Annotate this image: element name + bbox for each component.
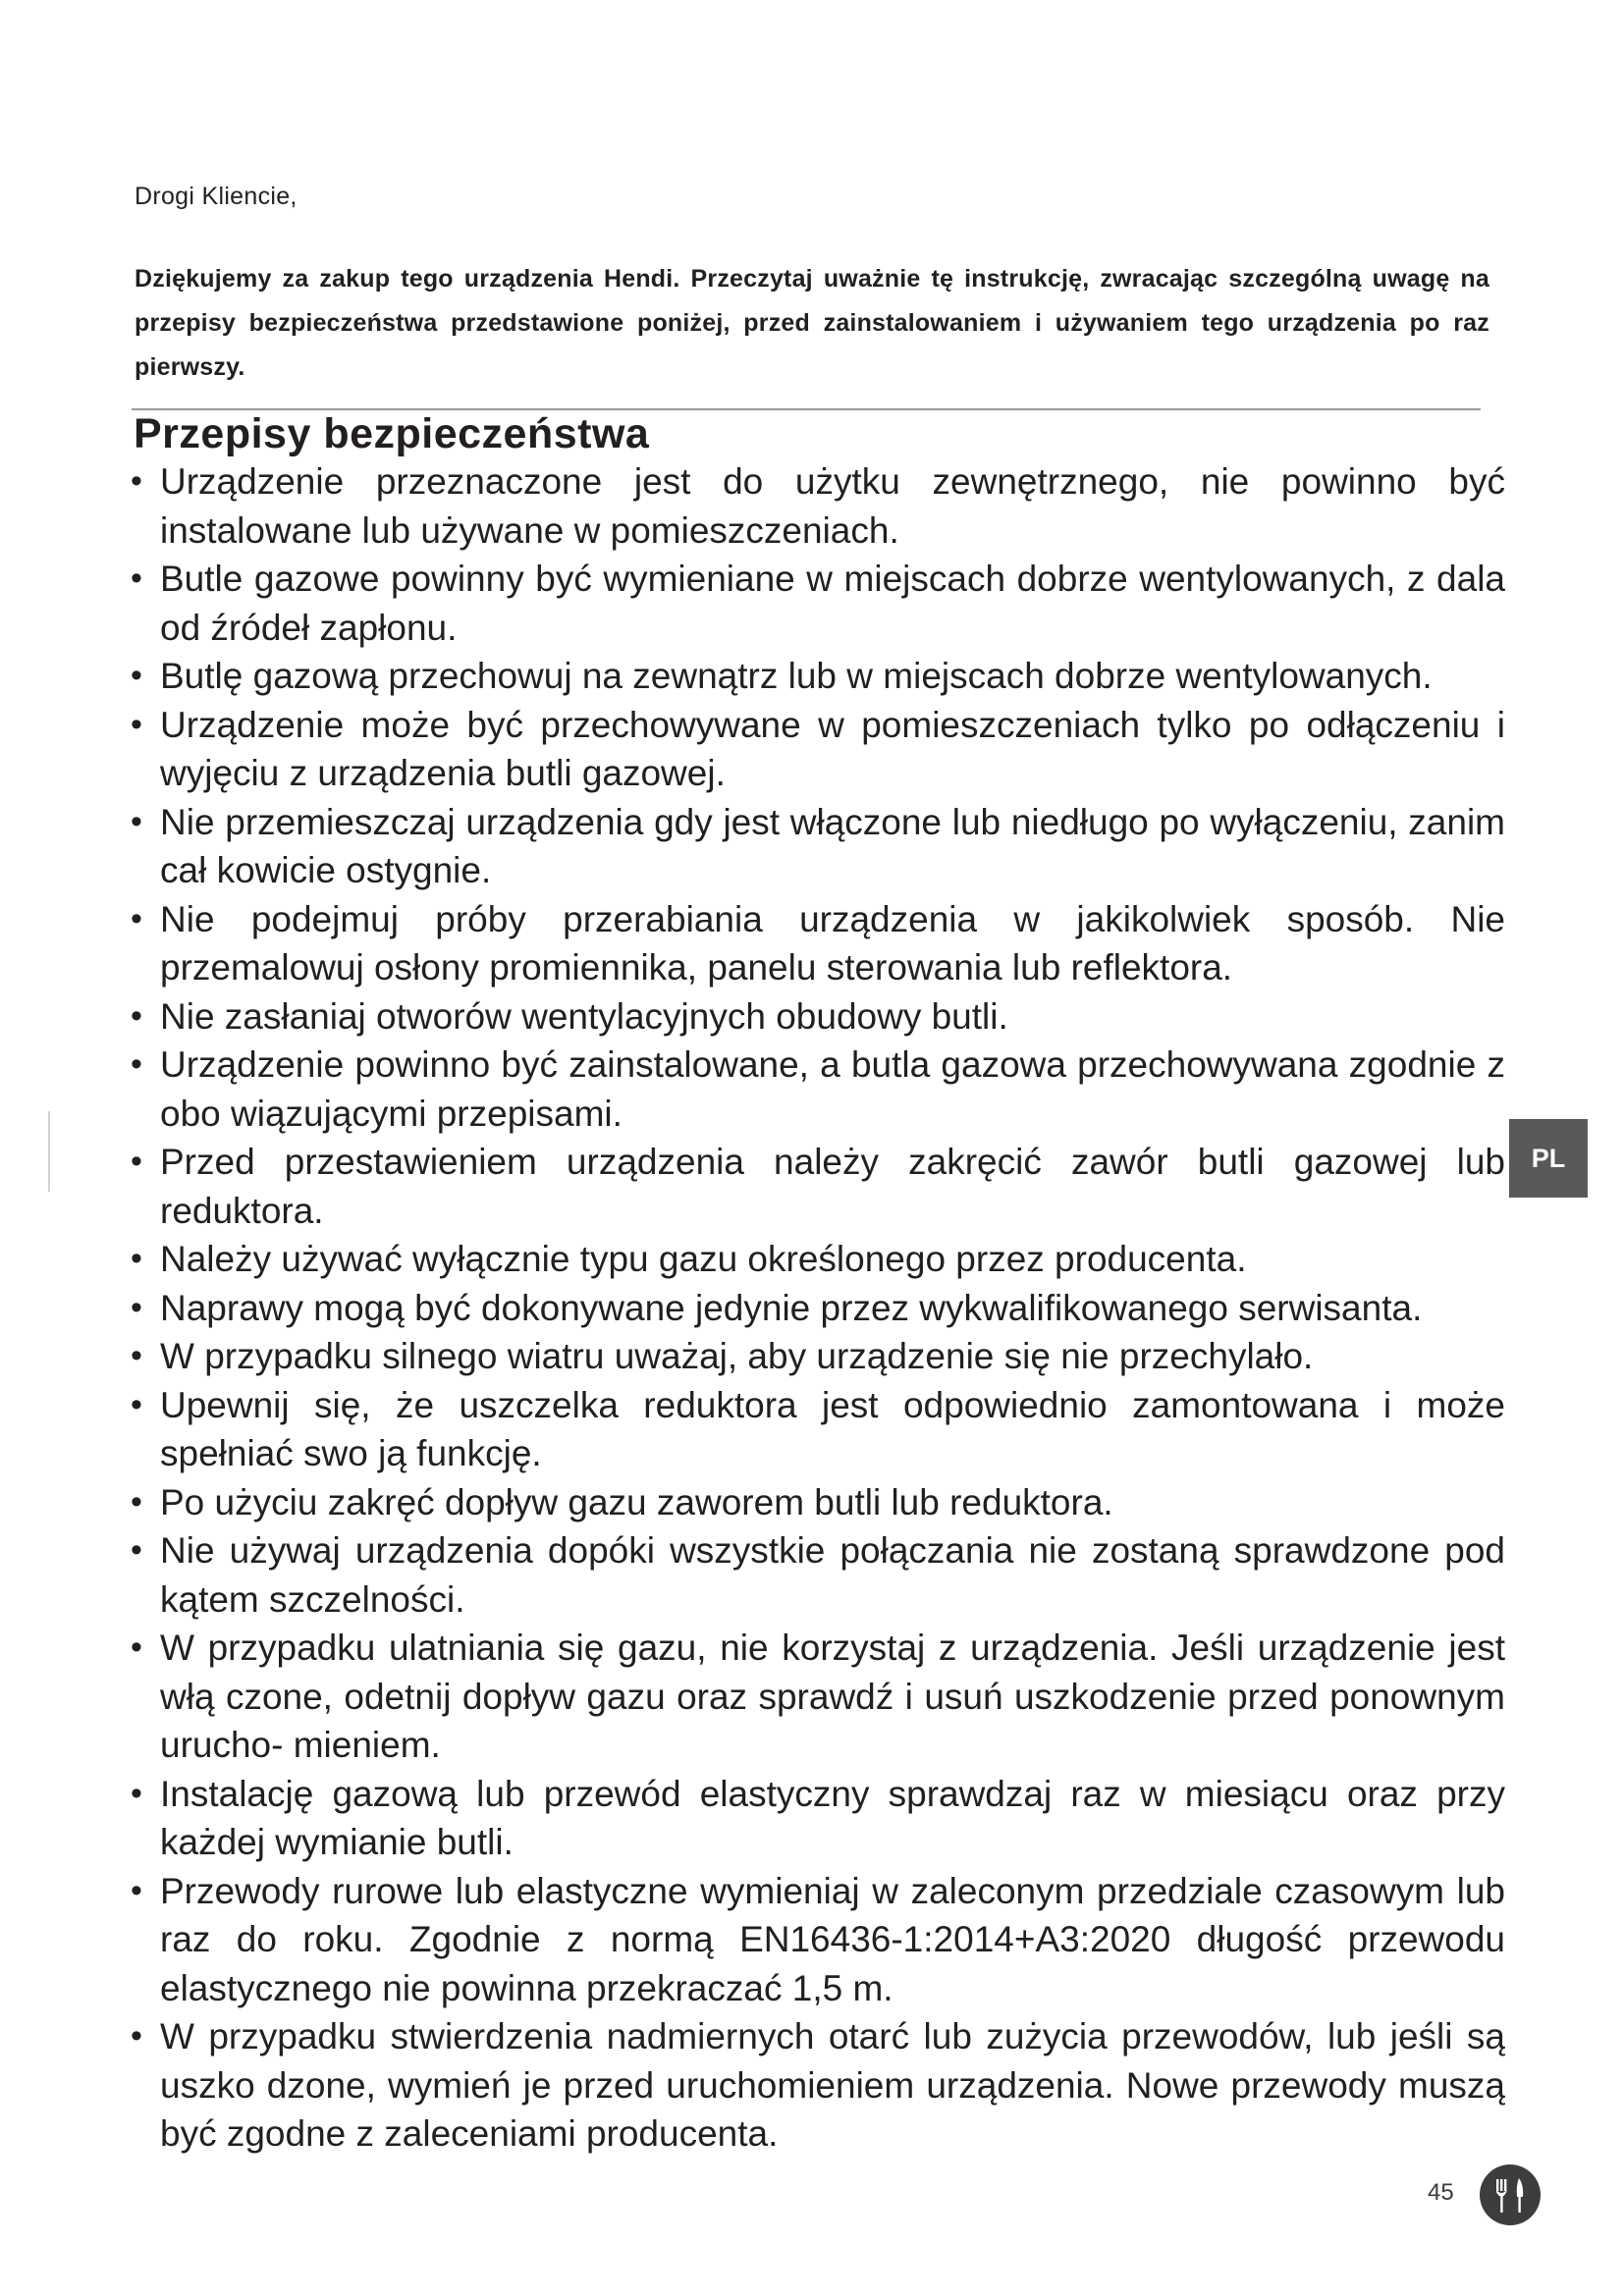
rule-item	[131, 555, 1505, 652]
bullet-icon: •	[131, 899, 142, 937]
rule-item	[131, 1478, 1505, 1527]
rule-text: Butlę gazową przechowuj na zewnątrz lub w miejscach dobrze wentylowanych.	[160, 656, 1433, 696]
rule-item	[131, 1138, 1505, 1235]
margin-mark	[48, 1111, 50, 1192]
bullet-icon: •	[131, 1288, 142, 1326]
page-number: 45	[1428, 2179, 1454, 2206]
safety-rules-list	[131, 457, 1505, 2159]
bullet-icon: •	[131, 2017, 142, 2055]
rule-item	[131, 1624, 1505, 1770]
bullet-icon: •	[131, 802, 142, 840]
rule-text: Po użyciu zakręć dopływ gazu zaworem butli lub reduktora.	[160, 1481, 1113, 1522]
bullet-icon: •	[131, 1337, 142, 1374]
rule-text: Urządzenie powinno być zainstalowane, a butla gazowa przechowywana zgodnie z obo wiązującymi przepisami.	[160, 1044, 1505, 1134]
bullet-icon: •	[131, 996, 142, 1035]
language-tab: PL	[1509, 1119, 1588, 1198]
rule-item	[131, 895, 1505, 992]
rule-item	[131, 992, 1505, 1041]
fork-knife-logo-icon	[1479, 2163, 1542, 2226]
rule-text: Instalację gazową lub przewód elastyczny sprawdzaj raz w miesiącu oraz przy każdej wymianie butli.	[160, 1773, 1505, 1862]
rule-item	[131, 1381, 1505, 1478]
rule-item	[131, 701, 1505, 798]
rule-item	[131, 652, 1505, 701]
greeting: Drogi Kliencie,	[135, 183, 298, 210]
rule-item	[131, 1867, 1505, 2013]
rule-item	[131, 798, 1505, 895]
rule-text: Urządzenie przeznaczone jest do użytku zewnętrznego, nie powinno być instalowane lub używane w pomieszczeniach.	[160, 461, 1505, 551]
bullet-icon: •	[131, 1143, 142, 1180]
rule-text: Nie przemieszczaj urządzenia gdy jest włączone lub niedługo po wyłączeniu, zanim cał kowicie ostygnie.	[160, 801, 1505, 890]
rule-text: Przewody rurowe lub elastyczne wymieniaj w zaleconym przedziale czasowym lub raz do roku. Zgodnie z normą EN16436-1:2014+A3:2020 długość przewodu elastycznego nie powinna przekraczać 1,5 m.	[160, 1870, 1505, 2008]
bullet-icon: •	[131, 1482, 142, 1521]
rule-text: W przypadku stwierdzenia nadmiernych otarć lub zużycia przewodów, lub jeśli są uszko dzone, wymień je przed uruchomieniem urządzenia. Nowe przewody muszą być zgodne z zaleceniami producenta.	[160, 2016, 1505, 2154]
rule-text: Przed przestawieniem urządzenia należy zakręcić zawór butli gazowej lub reduktora.	[160, 1142, 1505, 1231]
rule-text: Nie używaj urządzenia dopóki wszystkie połączania nie zostaną sprawdzone pod kątem szczelności.	[160, 1530, 1505, 1620]
rule-text: Naprawy mogą być dokonywane jedynie przez wykwalifikowanego serwisanta.	[160, 1287, 1423, 1328]
intro-paragraph: Dziękujemy za zakup tego urządzenia Hendi. Przeczytaj uważnie tę instrukcję, zwracając szczególną uwagę na przepisy bezpieczeństwa przedstawione poniżej, przed zainstalowaniem i używaniem tego urządzenia po raz pierwszy.	[135, 265, 1489, 381]
bullet-icon: •	[131, 705, 142, 743]
bullet-icon: •	[131, 1871, 142, 1909]
rule-item	[131, 1041, 1505, 1138]
bullet-icon: •	[131, 1385, 142, 1423]
rule-item	[131, 1526, 1505, 1624]
rule-item	[131, 1332, 1505, 1381]
rule-item	[131, 1235, 1505, 1284]
bullet-icon: •	[131, 462, 142, 500]
rule-item	[131, 2012, 1505, 2159]
bullet-icon: •	[131, 1045, 142, 1083]
rule-text: Butle gazowe powinny być wymieniane w miejscach dobrze wentylowanych, z dala od źródeł zapłonu.	[160, 559, 1505, 648]
rule-text: W przypadku ulatniania się gazu, nie korzystaj z urządzenia. Jeśli urządzenie jest włą czone, odetnij dopływ gazu oraz sprawdź i usuń uszkodzenie przed ponownym urucho- mieniem.	[160, 1628, 1505, 1765]
bullet-icon: •	[131, 1240, 142, 1277]
bullet-icon: •	[131, 560, 142, 597]
rule-item	[131, 457, 1505, 555]
rule-text: Nie zasłaniaj otworów wentylacyjnych obudowy butli.	[160, 995, 1008, 1037]
rule-item	[131, 1770, 1505, 1867]
section-heading: Przepisy bezpieczeństwa	[134, 410, 650, 457]
bullet-icon: •	[131, 1774, 142, 1812]
bullet-icon: •	[131, 657, 142, 694]
rule-text: Nie podejmuj próby przerabiania urządzenia w jakikolwiek sposób. Nie przemalowuj osłony promiennika, panelu sterowania lub reflektora.	[160, 898, 1505, 988]
rule-text: Upewnij się, że uszczelka reduktora jest odpowiednio zamontowana i może spełniać swo ją funkcję.	[160, 1384, 1505, 1473]
rule-text: W przypadku silnego wiatru uważaj, aby urządzenie się nie przechylało.	[160, 1336, 1314, 1376]
rule-text: Należy używać wyłącznie typu gazu określonego przez producenta.	[160, 1239, 1247, 1279]
rule-item	[131, 1284, 1505, 1333]
bullet-icon: •	[131, 1629, 142, 1666]
rule-text: Urządzenie może być przechowywane w pomieszczeniach tylko po odłączeniu i wyjęciu z urządzenia butli gazowej.	[160, 704, 1505, 793]
bullet-icon: •	[131, 1531, 142, 1569]
